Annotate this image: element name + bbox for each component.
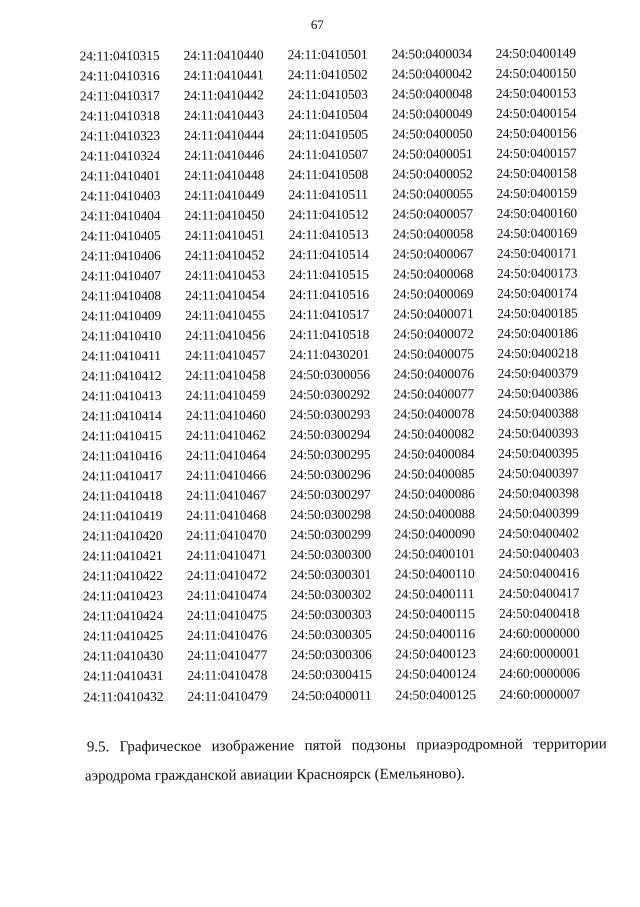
cadastral-number: 24:50:0400110 [394, 566, 475, 582]
cadastral-number: 24:11:0410472 [186, 567, 267, 584]
cadastral-number: 24:60:0000006 [499, 665, 580, 682]
cadastral-number: 24:50:0400067 [392, 246, 474, 262]
cadastral-number: 24:50:0400185 [497, 305, 578, 322]
cadastral-number: 24:50:0400049 [391, 106, 473, 122]
cadastral-number: 24:50:0400125 [395, 686, 476, 703]
cadastral-number: 24:11:0410401 [80, 168, 161, 184]
cadastral-number: 24:11:0410410 [81, 328, 162, 344]
cadastral-number: 24:50:0400158 [496, 165, 577, 182]
cadastral-number: 24:50:0400157 [496, 145, 577, 161]
cadastral-number: 24:11:0410406 [80, 248, 161, 264]
cadastral-number: 24:50:0400393 [497, 425, 579, 442]
cadastral-number: 24:50:0400159 [496, 185, 577, 202]
cadastral-number: 24:11:0410418 [82, 488, 163, 504]
cadastral-number: 24:11:0410517 [289, 306, 370, 323]
cadastral-number: 24:50:0300056 [289, 366, 371, 383]
cadastral-number: 24:11:0410318 [79, 108, 160, 124]
cadastral-number: 24:11:0410464 [185, 447, 267, 464]
cadastral-number: 24:11:0410505 [288, 126, 369, 143]
cadastral-number: 24:50:0400173 [496, 265, 578, 282]
cadastral-number: 24:11:0410470 [186, 527, 267, 544]
cadastral-number: 24:50:0400153 [495, 85, 577, 101]
cadastral-number: 24:50:0400417 [498, 585, 580, 602]
cadastral-number: 24:50:0400101 [394, 546, 476, 562]
cadastral-number: 24:50:0400055 [392, 186, 473, 202]
cadastral-number: 24:11:0410467 [186, 487, 267, 504]
cadastral-number: 24:11:0410456 [185, 327, 266, 344]
cadastral-number: 24:11:0410453 [184, 267, 265, 283]
cadastral-number: 24:60:0000007 [499, 685, 580, 702]
cadastral-number: 24:50:0400169 [496, 225, 578, 242]
cadastral-number: 24:50:0400149 [495, 45, 577, 61]
cadastral-number: 24:50:0400068 [392, 266, 474, 282]
cadastral-number: 24:11:0410459 [185, 387, 266, 404]
cadastral-number: 24:11:0410324 [80, 148, 161, 164]
cadastral-number: 24:50:0400403 [498, 545, 580, 562]
cadastral-number: 24:11:0410466 [186, 467, 267, 484]
cadastral-number: 24:50:0400160 [496, 205, 578, 222]
cadastral-number: 24:11:0410454 [185, 287, 266, 304]
cadastral-number: 24:11:0410514 [288, 246, 369, 263]
cadastral-number: 24:50:0400051 [392, 146, 473, 162]
cadastral-number: 24:11:0410477 [187, 647, 268, 664]
cadastral-number: 24:11:0410504 [287, 106, 368, 123]
cadastral-number: 24:50:0400078 [393, 406, 475, 422]
section-paragraph [84, 730, 607, 791]
cadastral-number: 24:50:0300298 [290, 507, 371, 523]
cadastral-number: 24:50:0400111 [394, 586, 475, 602]
cadastral-number: 24:50:0400071 [393, 306, 474, 322]
cadastral-number: 24:50:0400072 [393, 326, 474, 342]
cadastral-number: 24:11:0410407 [80, 268, 161, 284]
cadastral-number: 24:50:0300303 [290, 607, 372, 623]
cadastral-number: 24:50:0400154 [495, 105, 577, 121]
cadastral-number: 24:50:0300300 [290, 547, 372, 563]
cadastral-number: 24:50:0400186 [497, 325, 578, 342]
cadastral-number: 24:11:0410502 [287, 66, 368, 83]
cadastral-number: 24:50:0400150 [495, 65, 577, 81]
cadastral-number: 24:11:0410451 [184, 227, 265, 243]
cadastral-number: 24:11:0410501 [287, 46, 368, 63]
cadastral-number: 24:11:0410462 [185, 427, 266, 444]
cadastral-number: 24:11:0410513 [288, 226, 369, 243]
cadastral-number: 24:50:0400077 [393, 386, 475, 402]
cadastral-number: 24:11:0410422 [82, 568, 163, 584]
cadastral-number: 24:11:0410323 [80, 128, 161, 144]
cadastral-number: 24:11:0410421 [82, 548, 163, 564]
cadastral-number: 24:50:0400075 [393, 346, 474, 362]
cadastral-number: 24:11:0410515 [288, 266, 369, 283]
cadastral-number: 24:50:0400398 [498, 485, 579, 502]
cadastral-number: 24:11:0410516 [289, 286, 370, 303]
cadastral-number: 24:50:0300294 [289, 426, 371, 443]
cadastral-number: 24:50:0300297 [290, 487, 371, 503]
cadastral-number: 24:50:0400076 [393, 366, 475, 382]
cadastral-number: 24:50:0300295 [289, 447, 371, 463]
cadastral-number: 24:11:0410478 [187, 667, 268, 684]
cadastral-number: 24:11:0410425 [83, 628, 164, 644]
cadastral-number: 24:11:0410449 [184, 187, 265, 203]
cadastral-number: 24:50:0400085 [394, 466, 475, 482]
cadastral-number: 24:50:0400418 [498, 605, 580, 622]
cadastral-number: 24:50:0400171 [496, 245, 578, 262]
cadastral-number: 24:50:0400402 [498, 525, 580, 542]
cadastral-number: 24:11:0430201 [289, 346, 370, 363]
cadastral-number: 24:11:0410403 [80, 188, 161, 204]
cadastral-number: 24:11:0410475 [186, 607, 268, 624]
cadastral-number: 24:11:0410471 [186, 547, 267, 564]
cadastral-number: 24:50:0400034 [391, 46, 473, 62]
page-number: 67 [310, 16, 324, 33]
cadastral-number: 24:11:0410419 [82, 508, 163, 524]
cadastral-number: 24:11:0410408 [81, 288, 162, 304]
cadastral-number: 24:50:0400086 [394, 486, 475, 502]
cadastral-number: 24:11:0410450 [184, 207, 265, 223]
cadastral-number: 24:50:0400124 [395, 666, 476, 683]
cadastral-number: 24:11:0410512 [288, 206, 369, 223]
cadastral-number: 24:11:0410479 [187, 687, 268, 704]
cadastral-number: 24:11:0410411 [81, 348, 161, 364]
cadastral-number: 24:50:0400174 [497, 285, 578, 302]
cadastral-number: 24:11:0410431 [83, 668, 164, 684]
section-heading-line1: 9.5. Графическое изображение пятой подзоны приаэродромной территории [86, 736, 607, 756]
cadastral-number: 24:11:0410424 [82, 608, 164, 624]
cadastral-number: 24:50:0400218 [497, 345, 578, 362]
cadastral-number: 24:50:0400388 [497, 405, 579, 422]
cadastral-number: 24:11:0410413 [81, 388, 162, 404]
cadastral-number: 24:11:0410452 [184, 247, 265, 263]
cadastral-number: 24:11:0410430 [83, 648, 164, 664]
cadastral-number: 24:50:0300292 [289, 386, 371, 403]
cadastral-number: 24:11:0410458 [185, 367, 266, 384]
cadastral-number: 24:11:0410412 [81, 368, 162, 384]
cadastral-number: 24:11:0410460 [185, 407, 266, 424]
cadastral-number: 24:11:0410442 [183, 87, 264, 103]
cadastral-number: 24:50:0400399 [498, 505, 579, 522]
cadastral-number: 24:50:0300299 [290, 527, 372, 543]
cadastral-number: 24:11:0410423 [82, 588, 163, 604]
cadastral-number: 24:50:0400058 [392, 226, 474, 242]
cadastral-number: 24:11:0410405 [80, 228, 161, 244]
cadastral-number: 24:50:0400115 [394, 606, 476, 622]
cadastral-number: 24:50:0400090 [394, 526, 476, 542]
cadastral-number: 24:50:0400416 [498, 565, 580, 582]
cadastral-number: 24:11:0410417 [82, 468, 163, 484]
cadastral-number: 24:50:0400379 [497, 365, 579, 382]
section-heading-line2: аэродрома гражданской авиации Красноярск (Емельяново). [84, 766, 466, 785]
cadastral-number: 24:11:0410443 [183, 107, 264, 123]
cadastral-number: 24:11:0410404 [80, 208, 161, 224]
cadastral-number: 24:11:0410503 [287, 86, 368, 103]
cadastral-number: 24:60:0000001 [499, 645, 580, 662]
cadastral-number: 24:11:0410444 [184, 127, 265, 143]
cadastral-number: 24:11:0410508 [288, 166, 369, 183]
cadastral-number: 24:11:0410315 [79, 47, 160, 64]
cadastral-number: 24:50:0400116 [395, 626, 476, 642]
cadastral-number: 24:11:0410441 [183, 67, 264, 83]
cadastral-number: 24:50:0300306 [291, 647, 372, 663]
cadastral-number: 24:50:0300293 [289, 406, 371, 423]
cadastral-number: 24:11:0410448 [184, 167, 265, 183]
cadastral-number-list [80, 43, 604, 707]
cadastral-number: 24:11:0410415 [81, 428, 162, 444]
cadastral-number: 24:60:0000000 [499, 625, 580, 642]
cadastral-number: 24:50:0300302 [290, 587, 372, 603]
cadastral-number: 24:11:0410468 [186, 507, 267, 524]
cadastral-number: 24:11:0410518 [289, 326, 370, 343]
cadastral-number: 24:11:0410316 [79, 67, 160, 84]
cadastral-number: 24:50:0300415 [291, 667, 372, 683]
cadastral-number: 24:11:0410476 [187, 627, 268, 644]
cadastral-number: 24:50:0300301 [290, 567, 372, 583]
cadastral-number: 24:50:0300305 [291, 627, 372, 643]
cadastral-number: 24:11:0410416 [81, 448, 163, 464]
cadastral-number: 24:11:0410507 [288, 146, 369, 163]
cadastral-number: 24:50:0400048 [391, 86, 473, 102]
cadastral-number: 24:50:0400088 [394, 506, 475, 522]
cadastral-number: 24:11:0410317 [79, 88, 160, 104]
cadastral-number: 24:50:0400397 [498, 465, 579, 482]
cadastral-number: 24:50:0400052 [392, 166, 473, 182]
cadastral-number: 24:11:0410446 [184, 147, 265, 163]
cadastral-number: 24:50:0400395 [497, 445, 579, 462]
cadastral-number: 24:11:0410440 [183, 47, 264, 63]
cadastral-number: 24:50:0400084 [393, 446, 475, 462]
cadastral-number: 24:11:0410432 [83, 688, 164, 704]
cadastral-number: 24:50:0300296 [290, 467, 371, 483]
cadastral-number: 24:50:0400123 [395, 646, 476, 663]
cadastral-number: 24:50:0400042 [391, 66, 473, 82]
cadastral-number: 24:50:0400082 [393, 426, 475, 442]
cadastral-number: 24:11:0410409 [81, 308, 162, 324]
cadastral-number: 24:50:0400386 [497, 385, 579, 402]
cadastral-number: 24:50:0400069 [393, 286, 474, 302]
cadastral-number: 24:11:0410474 [186, 587, 267, 604]
cadastral-number: 24:11:0410455 [185, 307, 266, 324]
cadastral-number: 24:50:0400156 [496, 125, 577, 141]
cadastral-number: 24:50:0400057 [392, 206, 474, 222]
cadastral-number: 24:50:0400050 [392, 126, 473, 142]
cadastral-number: 24:50:0400011 [291, 687, 372, 703]
cadastral-number: 24:11:0410511 [288, 186, 368, 203]
cadastral-number: 24:11:0410414 [81, 408, 162, 424]
cadastral-number: 24:11:0410420 [82, 528, 163, 544]
cadastral-number: 24:11:0410457 [185, 347, 266, 364]
